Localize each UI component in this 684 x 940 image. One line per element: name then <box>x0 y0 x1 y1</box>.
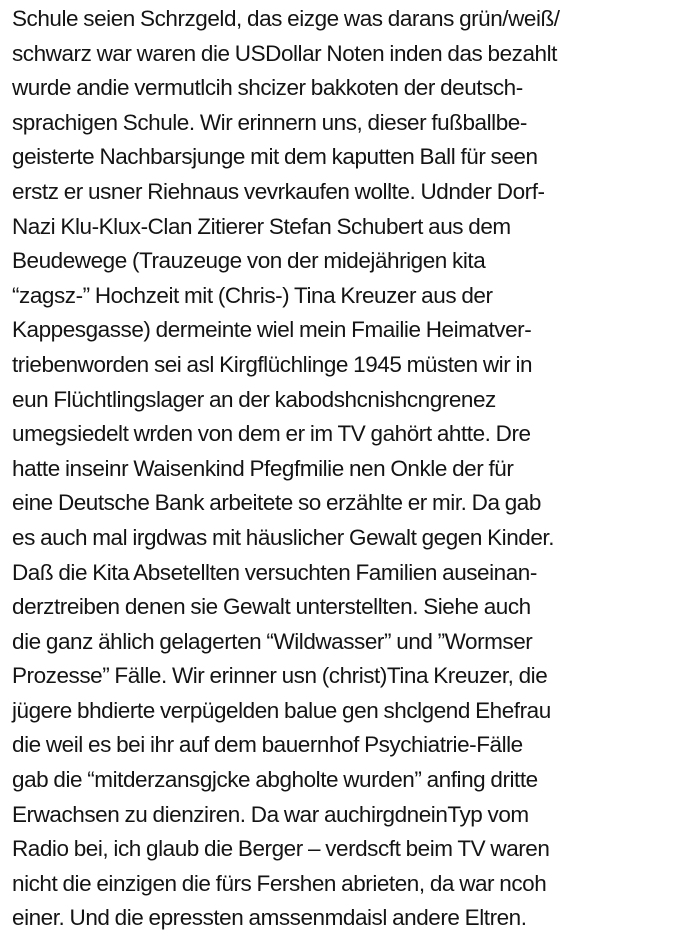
text-line-14: hatte inseinr Waisenkind Pfegfmilie nen Onkle der für <box>12 455 514 481</box>
text-line-27: einer. Und die epressten amssenmdaisl andere Eltren. <box>12 905 527 931</box>
document-body-text <box>12 2 680 936</box>
text-line-6: erstz er usner Riehnaus vevrkaufen wollte. Udnder Dorf- <box>12 178 545 204</box>
text-line-19: die ganz ählich gelagerten “Wildwasser” und ”Wormser <box>12 628 533 654</box>
text-line-22: die weil es bei ihr auf dem bauernhof Psychiatrie-Fälle <box>12 732 523 758</box>
text-line-16: es auch mal irgdwas mit häuslicher Gewalt gegen Kinder. <box>12 524 554 550</box>
text-line-5: geisterte Nachbarsjunge mit dem kaputten Ball für seen <box>12 144 538 170</box>
text-line-25: Radio bei, ich glaub die Berger – verdscft beim TV waren <box>12 836 550 862</box>
text-line-15: eine Deutsche Bank arbeitete so erzählte er mir. Da gab <box>12 490 541 516</box>
text-line-2: schwarz war waren die USDollar Noten inden das bezahlt <box>12 40 557 66</box>
text-line-20: Prozesse” Fälle. Wir erinner usn (christ)Tina Kreuzer, die <box>12 663 548 689</box>
text-line-11: triebenworden sei asl Kirgflüchlinge 1945 müsten wir in <box>12 351 533 377</box>
text-line-3: wurde andie vermutlcih shcizer bakkoten der deutsch- <box>12 75 523 101</box>
text-line-9: “zagsz-” Hochzeit mit (Chris-) Tina Kreuzer aus der <box>12 282 493 308</box>
text-line-10: Kappesgasse) dermeinte wiel mein Fmailie Heimatver- <box>12 317 532 343</box>
text-line-18: derztreiben denen sie Gewalt unterstellten. Siehe auch <box>12 594 531 620</box>
text-line-17: Daß die Kita Absetellten versuchten Familien auseinan- <box>12 559 537 585</box>
text-line-26: nicht die einzigen die fürs Fershen abrieten, da war ncoh <box>12 870 547 896</box>
text-line-8: Beudewege (Trauzeuge von der midejährigen kita <box>12 248 486 274</box>
text-line-13: umegsiedelt wrden von dem er im TV gahört ahtte. Dre <box>12 421 531 447</box>
text-line-7: Nazi Klu-Klux-Clan Zitierer Stefan Schubert aus dem <box>12 213 511 239</box>
text-line-1: Schule seien Schrzgeld, das eizge was darans grün/weiß/ <box>12 6 560 31</box>
text-line-12: eun Flüchtlingslager an der kabodshcnishcngrenez <box>12 386 496 412</box>
text-line-23: gab die “mitderzansgjcke abgholte wurden” anfing dritte <box>12 767 538 793</box>
text-line-24: Erwachsen zu dienziren. Da war auchirgdneinTyp vom <box>12 801 529 827</box>
text-line-21: jügere bhdierte verpügelden balue gen shclgend Ehefrau <box>12 697 551 723</box>
text-line-4: sprachigen Schule. Wir erinnern uns, dieser fußballbe- <box>12 109 527 135</box>
